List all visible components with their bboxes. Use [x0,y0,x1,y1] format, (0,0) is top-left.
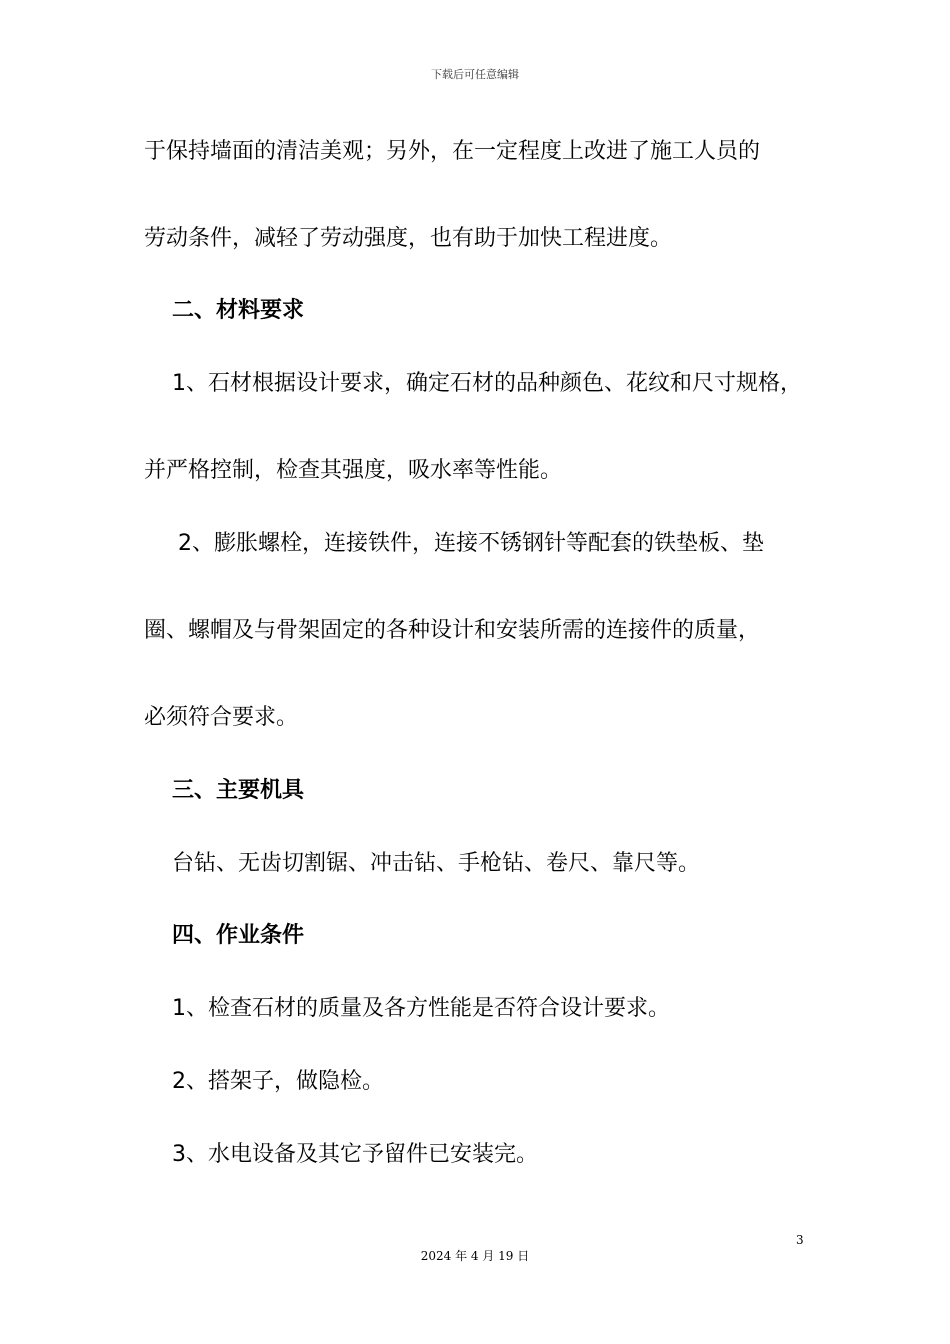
list-item-continuation: 必须符合要求。 [144,705,299,730]
footer-date: 2024 年 4 月 19 日 [420,1249,530,1263]
list-item-text: 3、水电设备及其它予留件已安装完。 [172,1142,538,1167]
paragraph-line: 于保持墙面的清洁美观；另外，在一定程度上改进了施工人员的 [144,139,761,164]
section-heading-materials: 二、材料要求 [172,298,305,323]
list-item-continuation: 并严格控制，检查其强度，吸水率等性能。 [144,458,563,483]
page-number: 3 [796,1233,804,1247]
list-item-text: 2、搭架子，做隐检。 [172,1069,384,1094]
section-heading-tools: 三、主要机具 [172,778,305,803]
list-item-text: 1、检查石材的质量及各方性能是否符合设计要求。 [172,996,670,1021]
paragraph-line: 劳动条件，减轻了劳动强度，也有助于加快工程进度。 [144,226,673,251]
paragraph-line: 台钻、无齿切割锯、冲击钻、手枪钻、卷尺、靠尺等。 [172,851,701,876]
list-item-text: 2、膨胀螺栓，连接铁件，连接不锈钢针等配套的铁垫板、垫 [178,531,764,556]
section-heading-conditions: 四、作业条件 [172,923,305,948]
list-item-continuation: 圈、螺帽及与骨架固定的各种设计和安装所需的连接件的质量， [144,618,761,643]
list-item-text: 1、石材根据设计要求，确定石材的品种颜色、花纹和尺寸规格， [172,371,802,396]
page-header: 下载后可任意编辑 [431,68,519,81]
